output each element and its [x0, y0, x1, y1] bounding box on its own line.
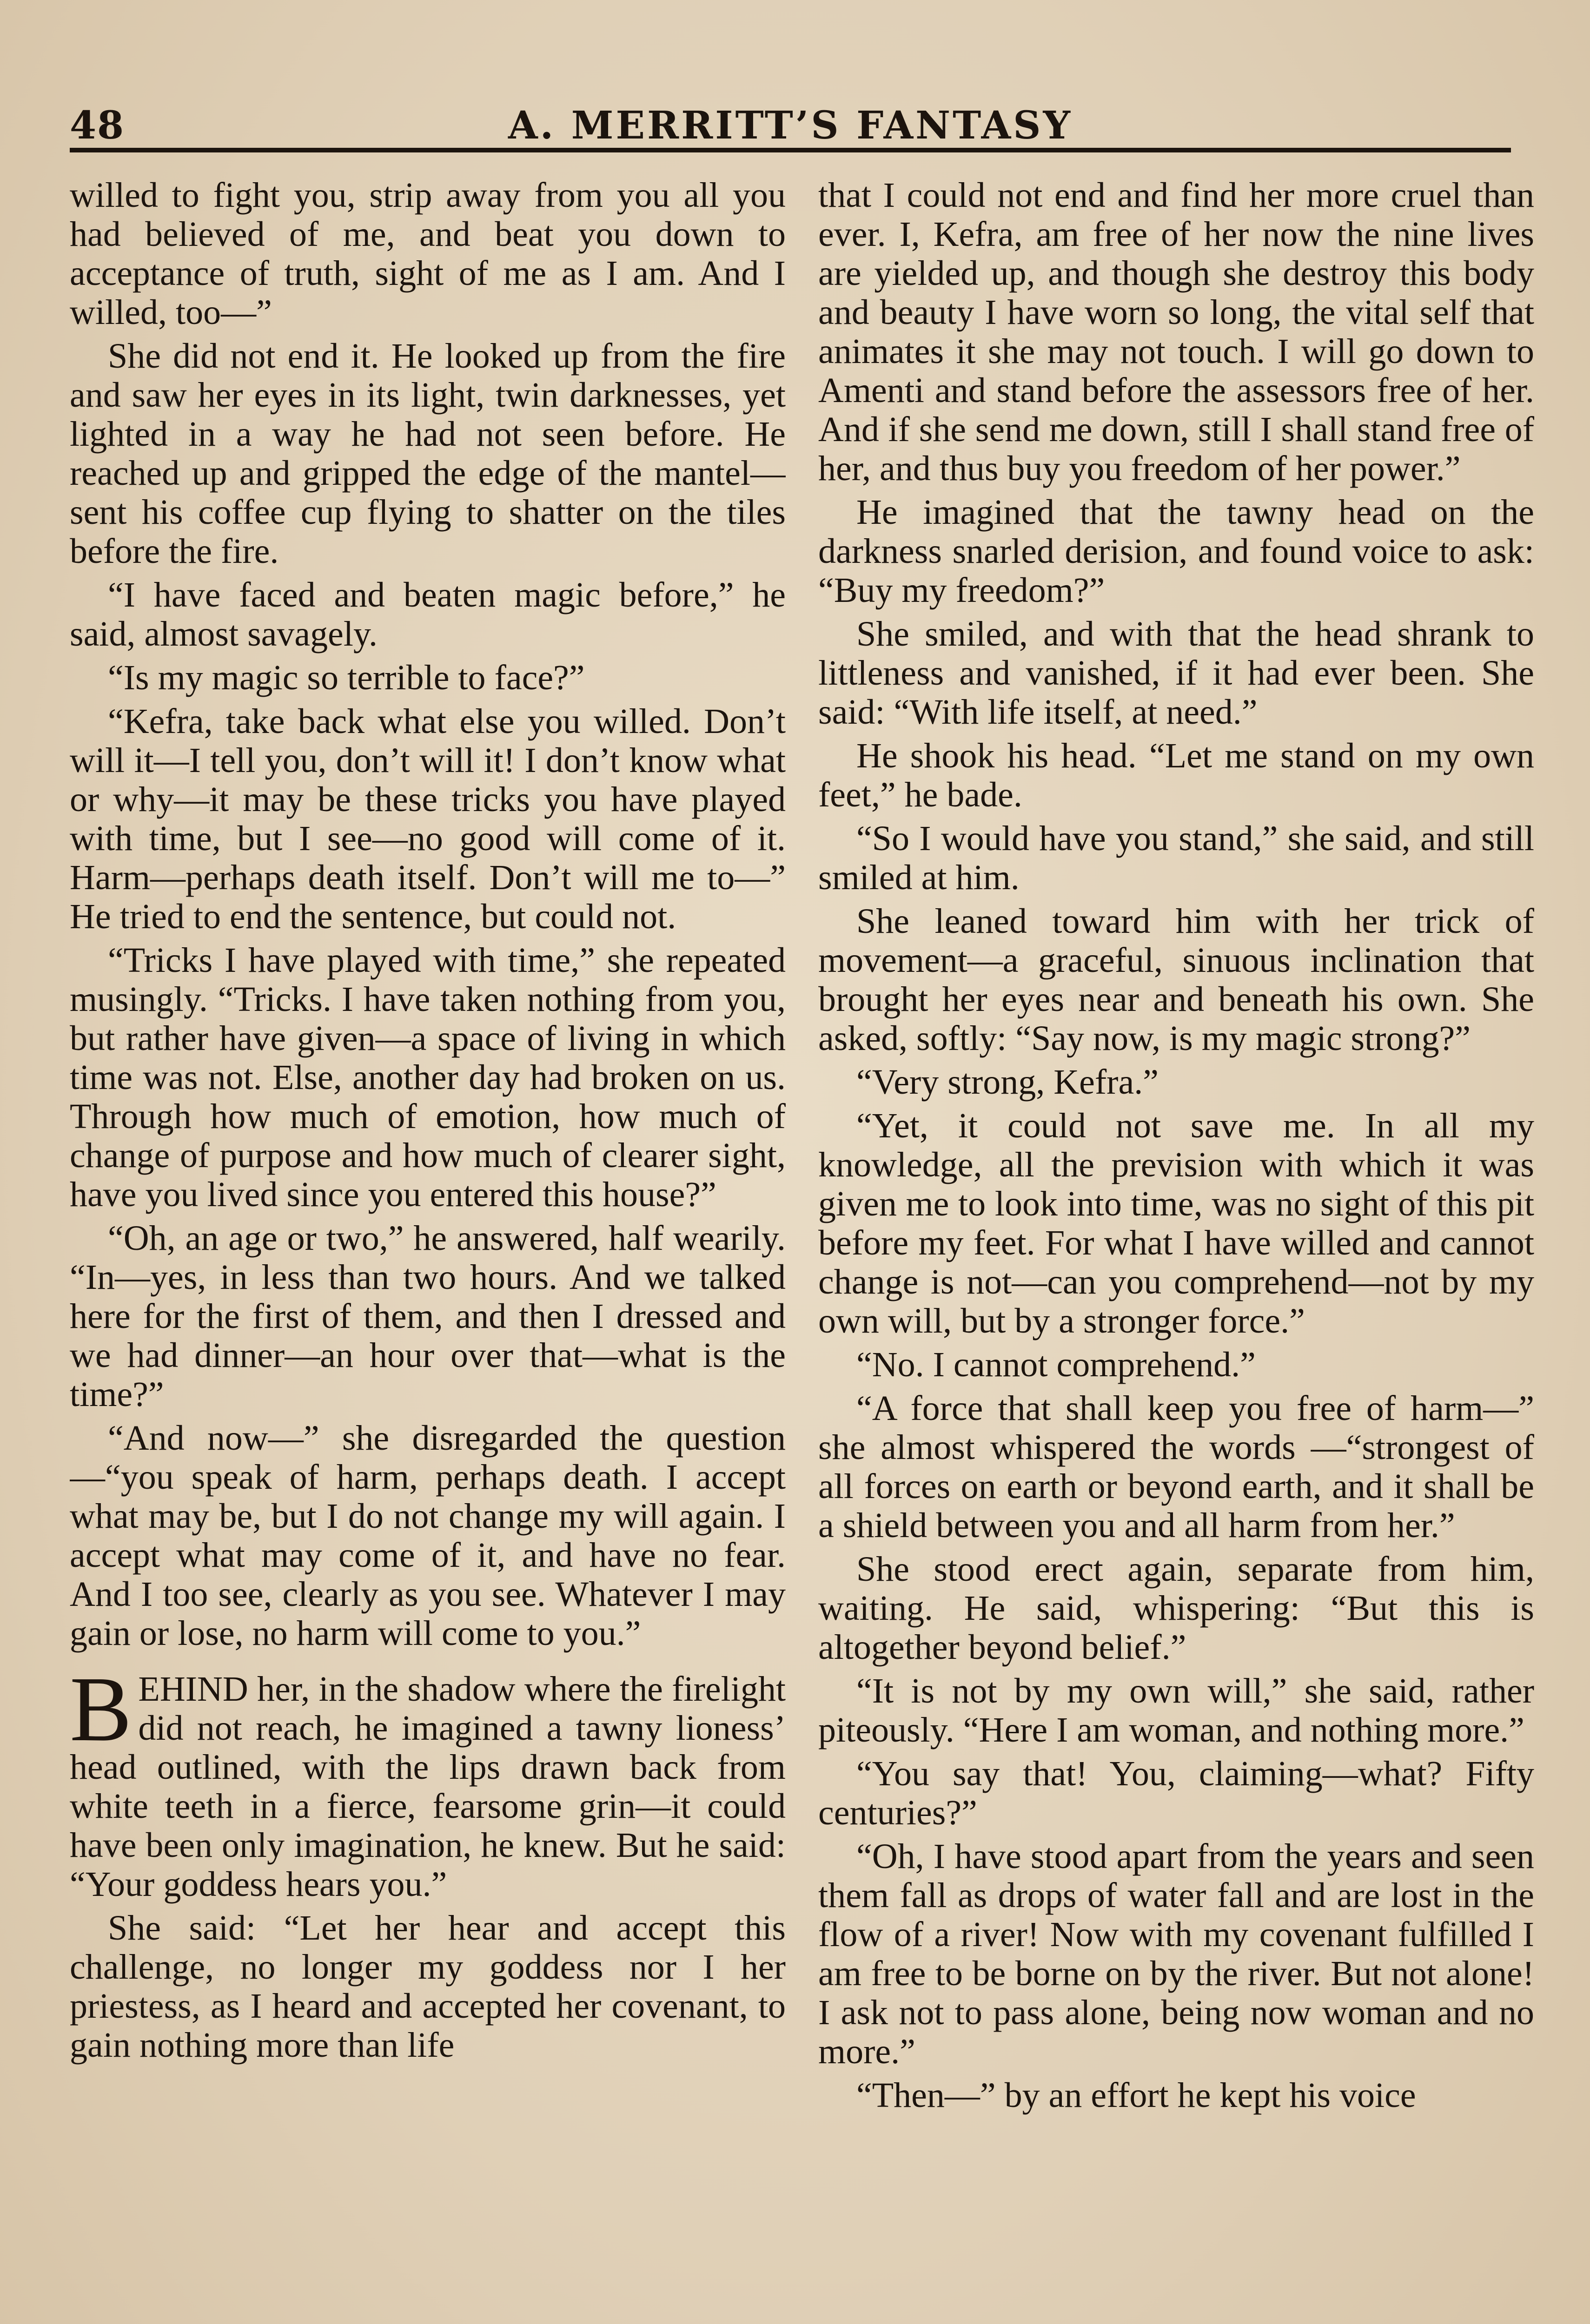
paragraph: She smiled, and with that the head shrank to littleness and vanished, if it had ever been. She said: “With life itself, at need.”: [818, 614, 1534, 732]
paragraph: “Then—” by an effort he kept his voice: [856, 2076, 1416, 2115]
paragraph: “And now—” she disregarded the question—“you speak of harm, perhaps death. I accept what may be, but I do not change my will again. I accept what may come of it, and have no fear. And I too see, clearly as you see. Whatever I may gain or lose, no harm will come to you.”: [70, 1419, 786, 1653]
paragraph: willed to fight you, strip away from you all you had believed of me, and beat you down to acceptance of truth, sight of me as I am. And I willed, too—”: [70, 176, 786, 332]
paragraph: “I have faced and beaten magic before,” he said, almost savagely.: [70, 575, 786, 654]
paragraph: “Very strong, Kefra.”: [856, 1063, 1159, 1102]
running-title: A. MERRITT’S FANTASY: [508, 103, 1073, 148]
section-opening-paragraph: BEHIND her, in the shadow where the firelight did not reach, he imagined a tawny lioness’ head outlined, with the lips drawn back from white teeth in a fierce, fearsome grin—it could have been only imagination, he knew. But he said: “Your goddess hears you.”: [70, 1658, 786, 1904]
paragraph: “No. I cannot comprehend.”: [856, 1345, 1256, 1384]
paragraph: “Oh, I have stood apart from the years and seen them fall as drops of water fall and are lost in the flow of a river! Now with my covenant fulfilled I am free to be borne on by the river. But not alone! I ask not to pass alone, being now woman and no more.”: [818, 1837, 1534, 2071]
paragraph: “Yet, it could not save me. In all my knowledge, all the prevision with which it was given me to look into time, was no sight of this pit before my feet. For what I have willed and cannot change is not—can you comprehend—not by my own will, but by a stronger force.”: [818, 1106, 1534, 1340]
paragraph: He imagined that the tawny head on the darkness snarled derision, and found voice to ask: “Buy my freedom?”: [818, 493, 1534, 610]
paragraph: “You say that! You, claiming—what? Fifty centuries?”: [818, 1754, 1534, 1832]
left-column: [70, 176, 786, 2324]
paragraph: “Oh, an age or two,” he answered, half wearily. “In—yes, in less than two hours. And we talked here for the first of them, and then I dressed and we had dinner—an hour over that—what is the time?”: [70, 1219, 786, 1414]
page-header: [70, 98, 1511, 153]
paragraph: “Kefra, take back what else you willed. Don’t will it—I tell you, don’t will it! I don’t know what or why—it may be these tricks you have played with time, but I see—no good will come of it. Harm—perhaps death itself. Don’t will me to—” He tried to end the sentence, but could not.: [70, 702, 786, 936]
paragraph: She stood erect again, separate from him, waiting. He said, whispering: “But this is altogether beyond belief.”: [818, 1550, 1534, 1667]
right-column: [818, 176, 1534, 2324]
page-number: 48: [70, 103, 125, 148]
paragraph: that I could not end and find her more cruel than ever. I, Kefra, am free of her now the nine lives are yielded up, and though she destroy this body and beauty I have worn so long, the vital self that animates it she may not touch. I will go down to Amenti and stand before the assessors free of her. And if she send me down, still I shall stand free of her, and thus buy you freedom of her power.”: [818, 176, 1534, 488]
header-rule: [70, 148, 1511, 152]
paragraph: He shook his head. “Let me stand on my own feet,” he bade.: [818, 736, 1534, 814]
paragraph: “So I would have you stand,” she said, and still smiled at him.: [818, 819, 1534, 897]
paragraph: “Tricks I have played with time,” she repeated musingly. “Tricks. I have taken nothing from you, but rather have given—a space of living in which time was not. Else, another day had broken on us. Through how much of emotion, how much of change of purpose and how much of clearer sight, have you lived since you entered this house?”: [70, 941, 786, 1214]
paragraph: “It is not by my own will,” she said, rather piteously. “Here I am woman, and nothing more.”: [818, 1671, 1534, 1750]
paragraph: She said: “Let her hear and accept this challenge, no longer my goddess nor I her priestess, as I heard and accepted her covenant, to gain nothing more than life: [70, 1908, 786, 2065]
paragraph: “Is my magic so terrible to face?”: [108, 658, 585, 697]
paragraph: She leaned toward him with her trick of movement—a graceful, sinuous inclination that brought her eyes near and beneath his own. She asked, softly: “Say now, is my magic strong?”: [818, 902, 1534, 1058]
paragraph: She did not end it. He looked up from the fire and saw her eyes in its light, twin darknesses, yet lighted in a way he had not seen before. He reached up and gripped the edge of the mantel—sent his coffee cup flying to shatter on the tiles before the fire.: [70, 337, 786, 571]
paragraph: “A force that shall keep you free of harm—” she almost whispered the words —“strongest of all forces on earth or beyond earth, and it shall be a shield between you and all harm from her.”: [818, 1389, 1534, 1545]
